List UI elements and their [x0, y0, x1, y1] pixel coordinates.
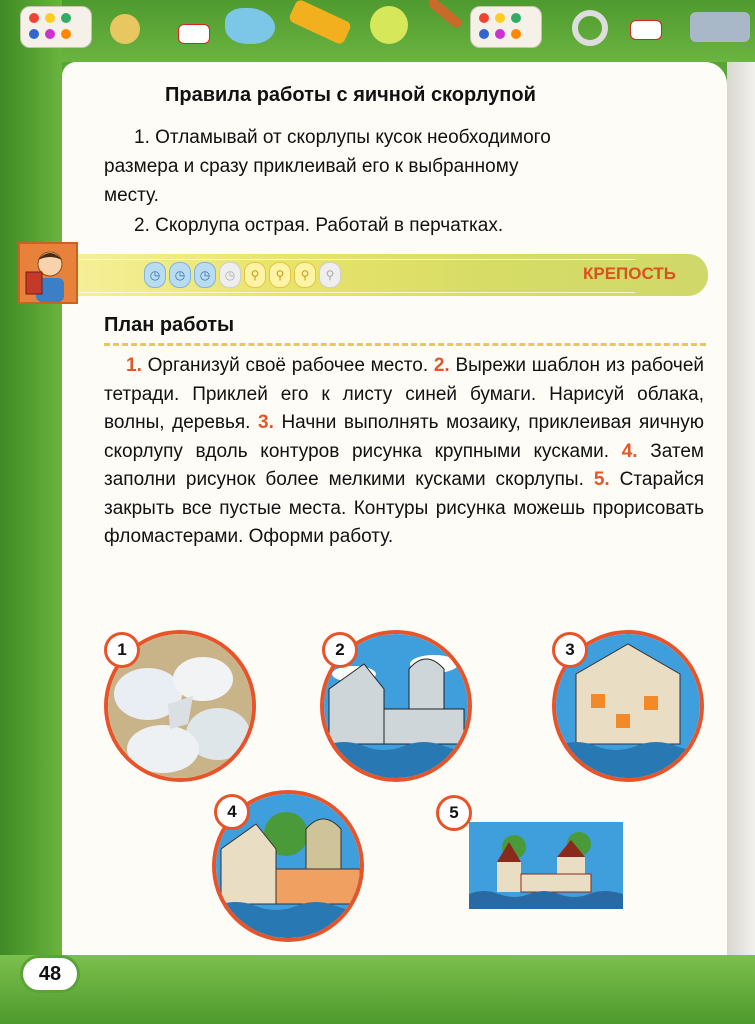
bottom-decor-band — [0, 955, 755, 1024]
step-number: 4. — [621, 440, 638, 462]
student-icon — [18, 242, 78, 304]
step-number: 5. — [593, 469, 610, 490]
rule-1-line-2: размера и сразу приклеивай его к выбранному — [104, 156, 519, 177]
weight-icon: ⚲ — [244, 262, 266, 288]
photo-number-4: 4 — [214, 794, 250, 830]
photo-number-1: 1 — [104, 632, 140, 668]
page-number: 48 — [20, 955, 80, 993]
paint-palette-icon — [20, 6, 92, 48]
photo-number-3: 3 — [552, 632, 588, 668]
clock-icon: ◷ — [169, 262, 191, 288]
step-number: 3. — [258, 412, 274, 433]
step-text: Вырежи шаблон из рабочей тетради. Приклей его к листу синей бумаги. Нарисуй облака, волны, деревья. — [104, 355, 704, 433]
plan-title: План работы — [104, 314, 235, 336]
page-edge — [727, 62, 755, 955]
rule-1-line-1: 1. Отламывай от скорлупы кусок необходимого — [134, 127, 551, 148]
eraser-icon-2 — [630, 20, 662, 40]
button-icon — [110, 14, 140, 44]
glue-tube-icon — [690, 12, 750, 42]
difficulty-badges — [144, 262, 341, 288]
eraser-icon — [178, 24, 210, 44]
rules-title: Правила работы с яичной скорлупой — [165, 84, 536, 106]
paper-fish-icon — [225, 8, 275, 44]
clock-icon: ◷ — [144, 262, 166, 288]
step-number: 2. — [433, 355, 450, 376]
plan-steps — [104, 352, 704, 552]
photo-number-2: 2 — [322, 632, 358, 668]
clock-icon: ◷ — [194, 262, 216, 288]
step-text: Затем заполни рисунок более мелкими кусками скорлупы. — [104, 440, 704, 490]
step-number: 1. — [126, 355, 142, 376]
photo-number-5: 5 — [436, 795, 472, 831]
weight-icon: ⚲ — [269, 262, 291, 288]
rule-1-line-3: месту. — [104, 185, 159, 206]
butterfly-icon — [370, 6, 408, 44]
step-text: Старайся закрыть все пустые места. Контуры рисунка можешь прорисовать фломастерами. Оформи работу. — [104, 469, 704, 547]
weight-icon: ⚲ — [294, 262, 316, 288]
left-decor-band — [0, 0, 62, 1024]
tape-roll-icon — [572, 10, 608, 46]
photo-finished-mosaic — [469, 822, 623, 909]
project-name: КРЕПОСТЬ — [583, 264, 676, 283]
dashed-divider — [104, 343, 706, 346]
step-text: Начни выполнять мозаику, приклеивая яичную скорлупу вдоль контуров рисунка крупными кусками. — [104, 412, 704, 462]
rule-2: 2. Скорлупа острая. Работай в перчатках. — [134, 215, 504, 236]
weight-icon: ⚲ — [319, 262, 341, 288]
paint-palette-icon-2 — [470, 6, 542, 48]
clock-icon: ◷ — [219, 262, 241, 288]
step-text: Организуй своё рабочее место. — [141, 355, 434, 376]
